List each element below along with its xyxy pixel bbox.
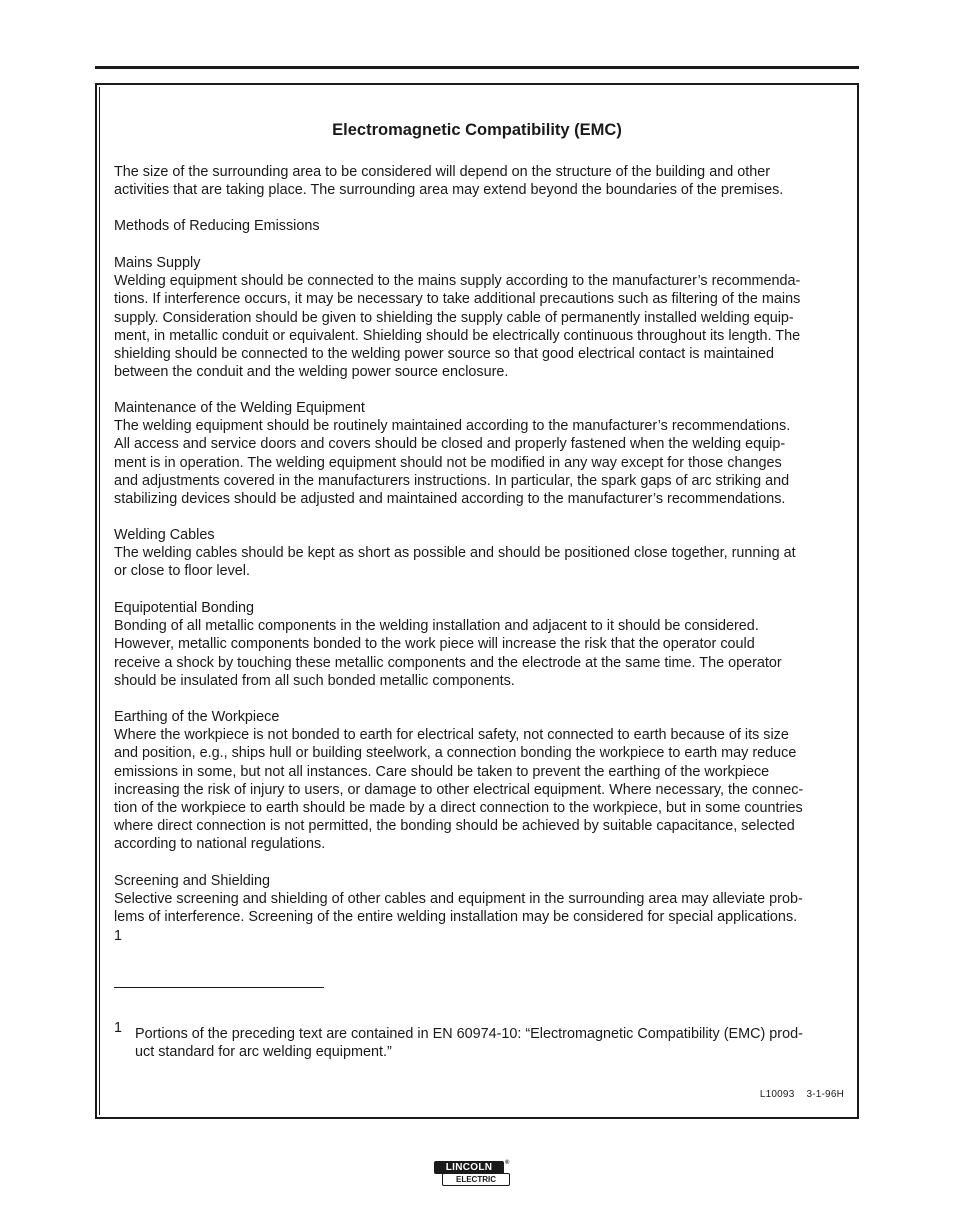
document-code: [760, 1089, 844, 1100]
text-line: The welding equipment should be routinely maintained according to the manufacturer’s recommendations.: [114, 418, 791, 435]
section-mains-supply: [114, 254, 840, 381]
text-line: Selective screening and shielding of other cables and equipment in the surrounding area may alleviate prob-: [114, 891, 803, 908]
text-line: The welding cables should be kept as short as possible and should be positioned close together, running at: [114, 545, 796, 562]
text-line: Welding equipment should be connected to the mains supply according to the manufacturer’s recommenda-: [114, 273, 801, 290]
text-line: Portions of the preceding text are contained in EN 60974-10: “Electromagnetic Compatibility (EMC) prod-: [135, 1026, 803, 1042]
text-line: emissions in some, but not all instances. Care should be taken to prevent the earthing of the workpiece: [114, 763, 770, 780]
text-line: should be insulated from all such bonded metallic components.: [114, 672, 515, 689]
text-line: shielding should be connected to the welding power source so that good electrical contact is maintained: [114, 346, 774, 363]
text-line: However, metallic components bonded to the work piece will increase the risk that the operator could: [114, 636, 755, 653]
text-line: lems of interference. Screening of the entire welding installation may be considered for special applications.: [114, 909, 798, 926]
footnote-reference: 1: [114, 927, 123, 944]
section-equipotential-bonding: [114, 599, 840, 690]
document-number: L10093: [759, 1089, 795, 1100]
text-line: tions. If interference occurs, it may be necessary to take additional precautions such as filtering of the mains: [114, 291, 801, 308]
text-line: increasing the risk of injury to users, or damage to other electrical equipment. Where necessary, the connec-: [114, 781, 804, 798]
section-heading: Methods of Reducing Emissions: [114, 218, 320, 234]
footnote-divider: [114, 987, 324, 988]
footnote-text: [135, 1025, 841, 1061]
section-heading: Maintenance of the Welding Equipment: [114, 400, 365, 416]
text-line: ment is in operation. The welding equipment should not be modified in any way except for those changes: [114, 454, 782, 471]
text-line: between the conduit and the welding power source enclosure.: [114, 364, 509, 381]
text-line: tion of the workpiece to earth should be made by a direct connection to the workpiece, but in some countries: [114, 800, 803, 817]
section-heading: Earthing of the Workpiece: [114, 709, 280, 725]
text-line: according to national regulations.: [114, 836, 326, 853]
text-line: stabilizing devices should be adjusted and maintained according to the manufacturer’s recommendations.: [114, 491, 786, 508]
text-line: and position, e.g., ships hull or building steelwork, a connection bonding the workpiece to earth may reduce: [114, 745, 797, 762]
section-heading: Welding Cables: [114, 527, 215, 543]
registered-mark: ®: [505, 1160, 510, 1166]
text-line: uct standard for arc welding equipment.”: [135, 1044, 392, 1061]
section-heading: Mains Supply: [114, 255, 201, 271]
section-heading: Equipotential Bonding: [114, 600, 255, 616]
footnote-marker: 1: [114, 1020, 123, 1036]
document-date: 3-1-96H: [806, 1089, 844, 1100]
text-line: Bonding of all metallic components in the welding installation and adjacent to it should be considered.: [114, 618, 759, 635]
text-line: receive a shock by touching these metallic components and the electrode at the same time. The operator: [114, 654, 782, 671]
intro-paragraph: [114, 163, 840, 199]
page-title: Electromagnetic Compatibility (EMC): [332, 121, 622, 139]
text-line: ment, in metallic conduit or equivalent. Shielding should be electrically continuous throughout its length. The: [114, 327, 801, 344]
lincoln-electric-logo: [434, 1161, 510, 1186]
text-line: and adjustments covered in the manufacturers instructions. In particular, the spark gaps of arc striking and: [114, 472, 790, 489]
section-maintenance: [114, 399, 840, 508]
logo-bottom-text: ELECTRIC: [442, 1173, 510, 1186]
text-line: The size of the surrounding area to be considered will depend on the structure of the building and other: [114, 164, 770, 180]
text-line: or close to floor level.: [114, 563, 250, 580]
text-line: Where the workpiece is not bonded to earth for electrical safety, not connected to earth because of its size: [114, 727, 789, 744]
section-screening-shielding: [114, 872, 840, 945]
text-line: All access and service doors and covers should be closed and properly fastened when the welding equip-: [114, 436, 786, 453]
text-line: activities that are taking place. The surrounding area may extend beyond the boundaries of the premises.: [114, 182, 784, 199]
top-rule: [95, 66, 859, 69]
text-line: where direct connection is not permitted, the bonding should be achieved by suitable capacitance, selected: [114, 818, 795, 835]
methods-heading: [114, 217, 840, 235]
logo-top-text: LINCOLN: [434, 1161, 504, 1174]
section-welding-cables: [114, 526, 840, 581]
section-heading: Screening and Shielding: [114, 873, 271, 889]
section-earthing-workpiece: [114, 708, 840, 854]
text-line: supply. Consideration should be given to shielding the supply cable of permanently installed welding equip-: [114, 309, 794, 326]
